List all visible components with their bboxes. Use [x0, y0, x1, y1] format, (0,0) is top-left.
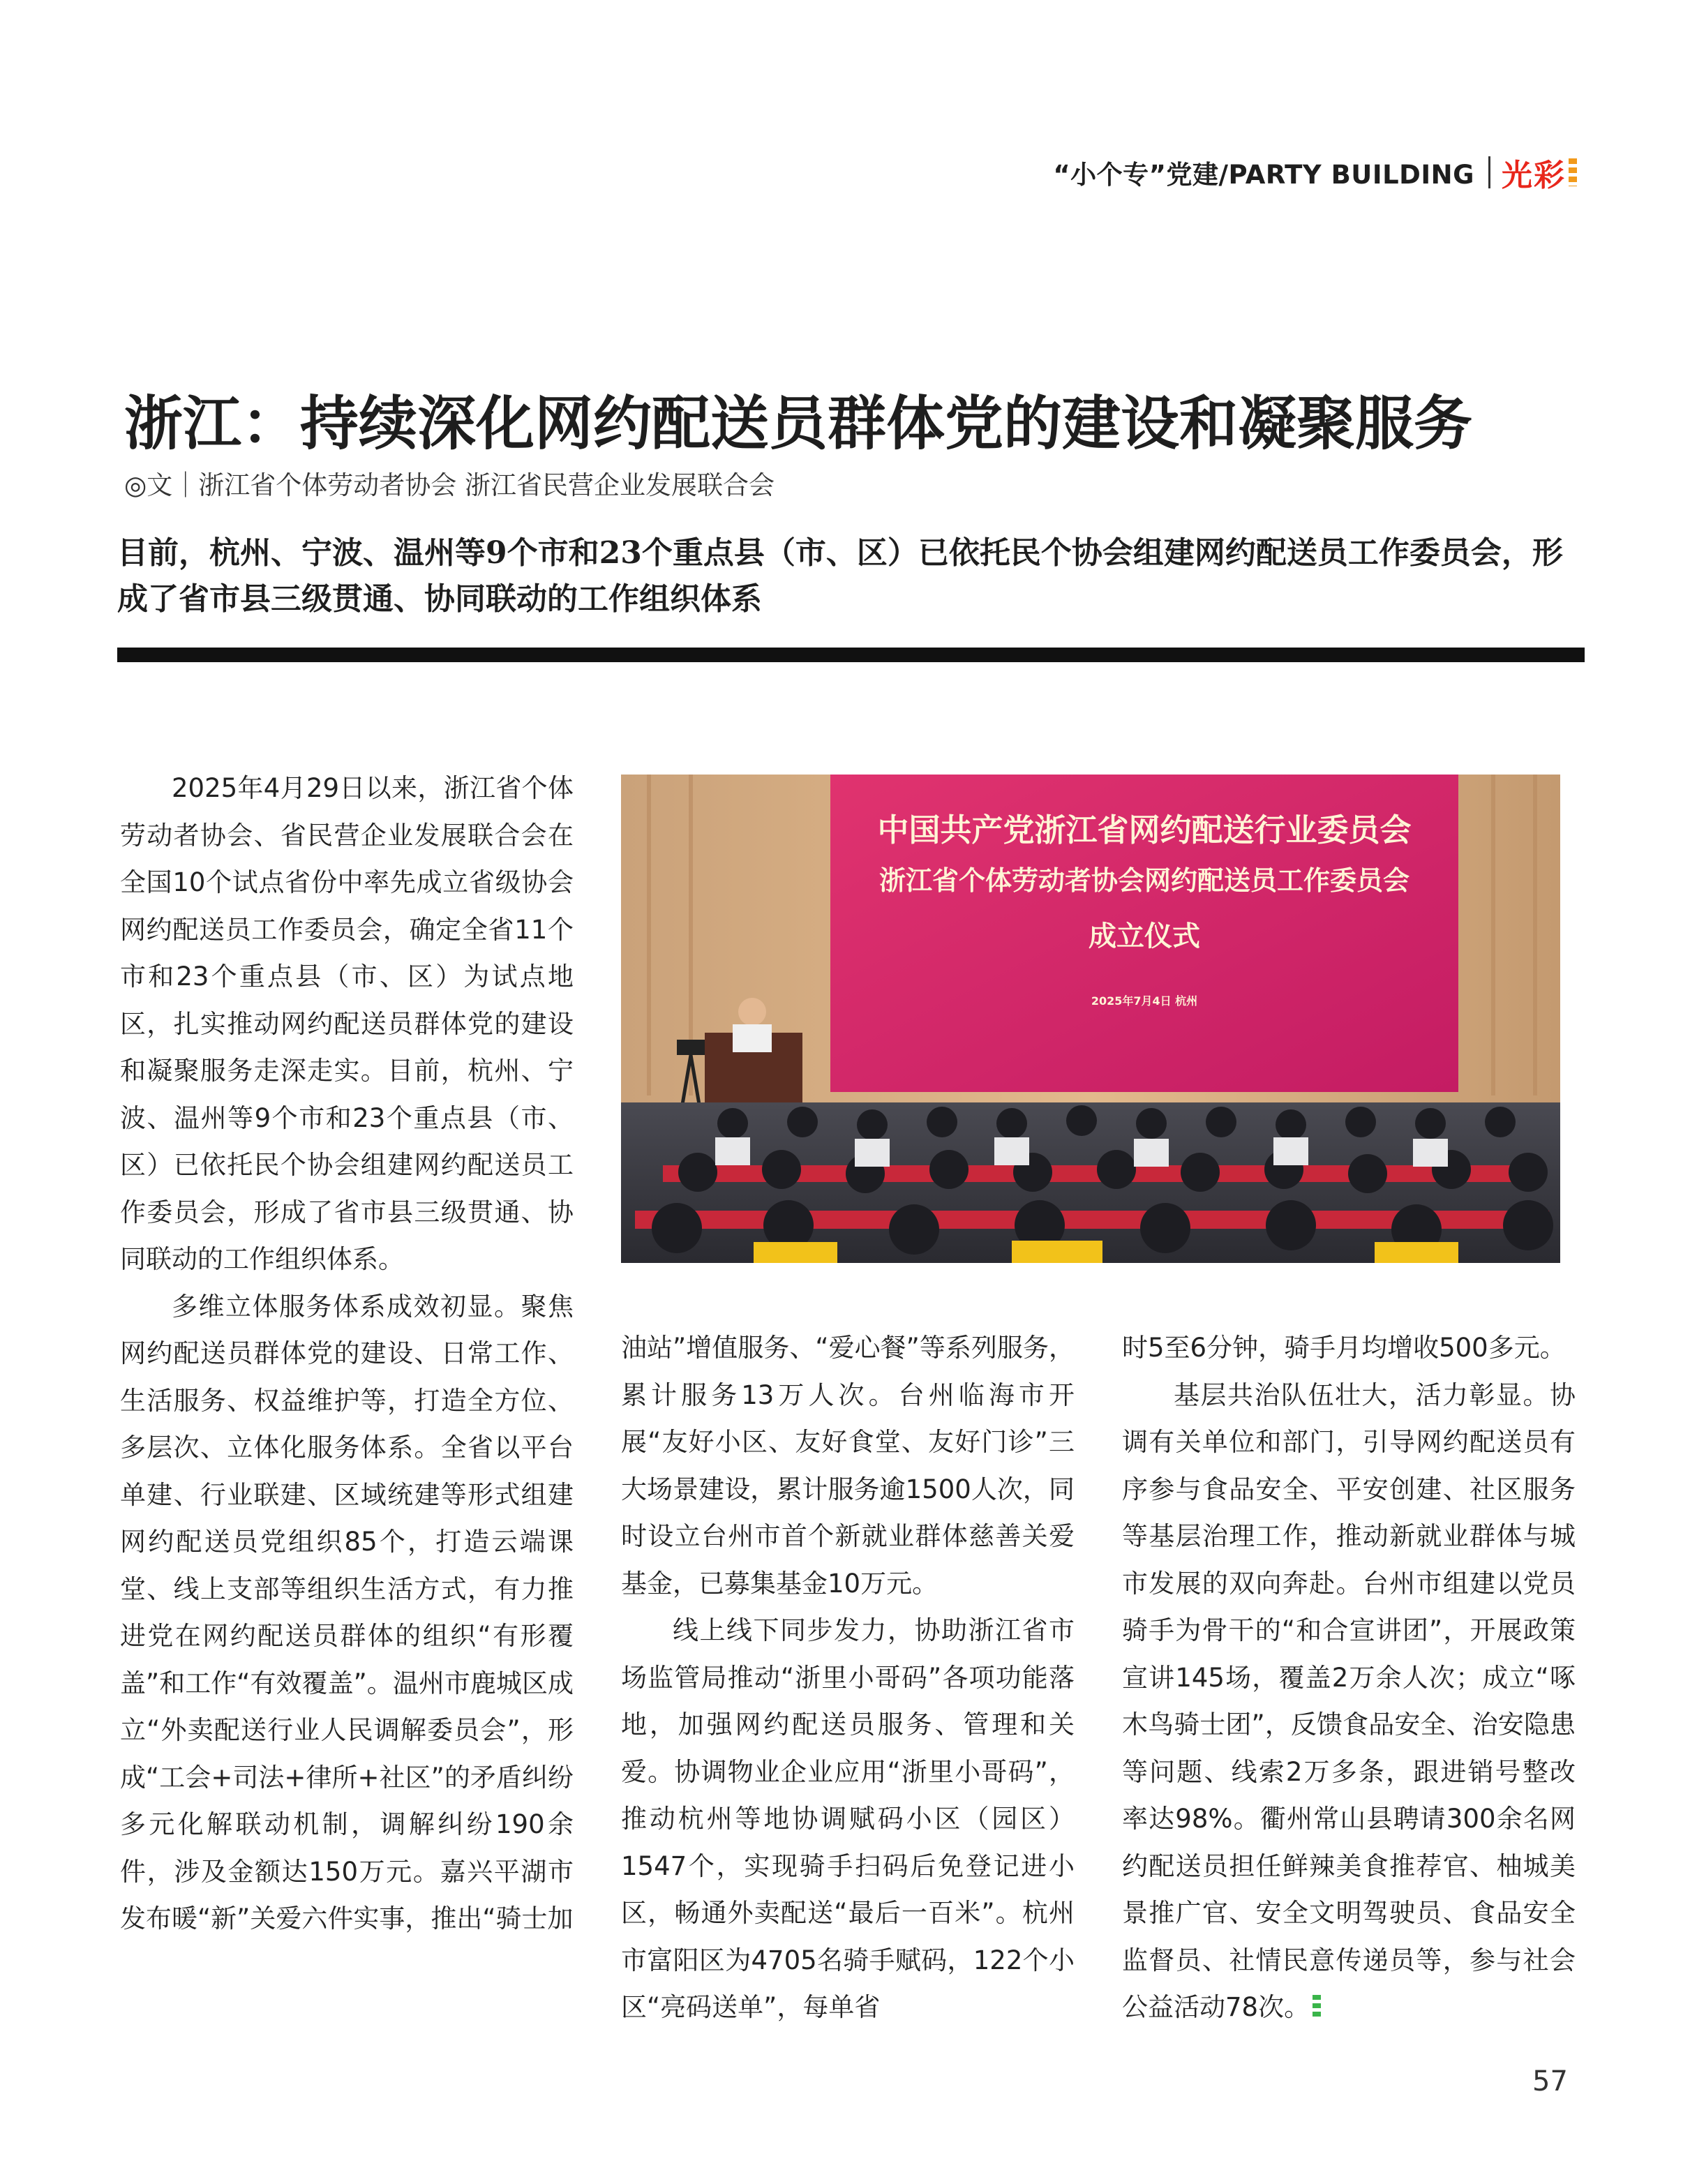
body-paragraph: 时5至6分钟，骑手月均增收500多元。: [1122, 1333, 1566, 1363]
brand-logo: [1502, 150, 1577, 195]
body-paragraph: 线上线下同步发力，协助浙江省市场监管局推动“浙里小哥码”各项功能落地，加强网约配送员服务、管理和关爱。协调物业企业应用“浙里小哥码”，推动杭州等地协调赋码小区（园区）1547个，实现骑手扫码后免登记进小区，畅通外卖配送“最后一百米”。杭州市富阳区为4705名骑手赋码，122个小区“亮码送单”，每单省: [621, 1615, 1075, 2022]
banner-line-2: 浙江省个体劳动者协会网约配送员工作委员会: [878, 865, 1410, 896]
banner-line-3: 成立仪式: [1089, 920, 1200, 952]
body-paragraph: 多维立体服务体系成效初显。聚焦网约配送员群体党的建设、日常工作、生活服务、权益维护等，打造全方位、多层次、立体化服务体系。全省以平台单建、行业联建、区域统建等形式组建网约配送员党组织85个，打造云端课堂、线上支部等组织生活方式，有力推进党在网约配送员群体的组织“有形覆盖”和工作“有效覆盖”。温州市鹿城区成立“外卖配送行业人民调解委员会”，形成“工会+司法+律所+社区”的矛盾纠纷多元化解联动机制，调解纠纷190余件，涉及金额达150万元。嘉兴平湖市发布暖“新”关爱六件实事，推出“骑士加: [120, 1291, 574, 1934]
title-divider-rule: [117, 648, 1585, 662]
article-lead: 目前，杭州、宁波、温州等9个市和23个重点县（市、区）已依托民个协会组建网约配送员工作委员会，形成了省市县三级贯通、协同联动的工作组织体系: [117, 535, 1563, 617]
page-number: 57: [1532, 2065, 1568, 2097]
banner-line-1: 中国共产党浙江省网约配送行业委员会: [877, 811, 1412, 848]
header-divider: [1488, 156, 1490, 188]
article-title: 浙江：持续深化网约配送员群体党的建设和凝聚服务: [124, 389, 1473, 458]
brand-text: 光彩: [1502, 158, 1566, 193]
body-paragraph: 油站”增值服务、“爱心餐”等系列服务，累计服务13万人次。台州临海市开展“友好小区、友好食堂、友好门诊”三大场景建设，累计服务逾1500人次，同时设立台州市首个新就业群体慈善关爱基金，已募集基金10万元。: [621, 1333, 1075, 1599]
brand-stripes-icon: [1569, 158, 1577, 186]
event-photo: [621, 775, 1560, 1263]
body-column-2: [621, 1324, 1075, 2031]
body-column-3: [1122, 1324, 1576, 2031]
body-paragraph-text: 基层共治队伍壮大，活力彰显。协调有关单位和部门，引导网约配送员有序参与食品安全、平安创建、社区服务等基层治理工作，推动新就业群体与城市发展的双向奔赴。台州市组建以党员骑手为骨干的“和合宣讲团”，开展政策宣讲145场，覆盖2万余人次；成立“啄木鸟骑士团”，反馈食品安全、治安隐患等问题、线索2万多条，跟进销号整改率达98%。衢州常山县聘请300余名网约配送员担任鲜辣美食推荐官、柚城美景推广官、安全文明驾驶员、食品安全监督员、社情民意传递员等，参与社会公益活动78次。: [1122, 1379, 1576, 2022]
body-column-1: [120, 765, 574, 1943]
body-paragraph: 2025年4月29日以来，浙江省个体劳动者协会、省民营企业发展联合会在全国10个试点省份中率先成立省级协会网约配送员工作委员会，确定全省11个市和23个重点县（市、区）为试点地区，扎实推动网约配送员群体党的建设和凝聚服务走深走实。目前，杭州、宁波、温州等9个市和23个重点县（市、区）已依托民个协会组建网约配送员工作委员会，形成了省市县三级贯通、协同联动的工作组织体系。: [120, 773, 574, 1274]
event-photo-illustration: [621, 775, 1560, 1263]
banner-date: 2025年7月4日 杭州: [1091, 994, 1198, 1008]
body-paragraph: [1122, 1372, 1576, 2031]
section-label: “小个专”党建/PARTY BUILDING: [1053, 160, 1474, 190]
article-end-mark-icon: [1313, 1995, 1321, 2019]
running-header: [1033, 155, 1577, 193]
article-byline: ◎文｜浙江省个体劳动者协会 浙江省民营企业发展联合会: [124, 470, 775, 500]
